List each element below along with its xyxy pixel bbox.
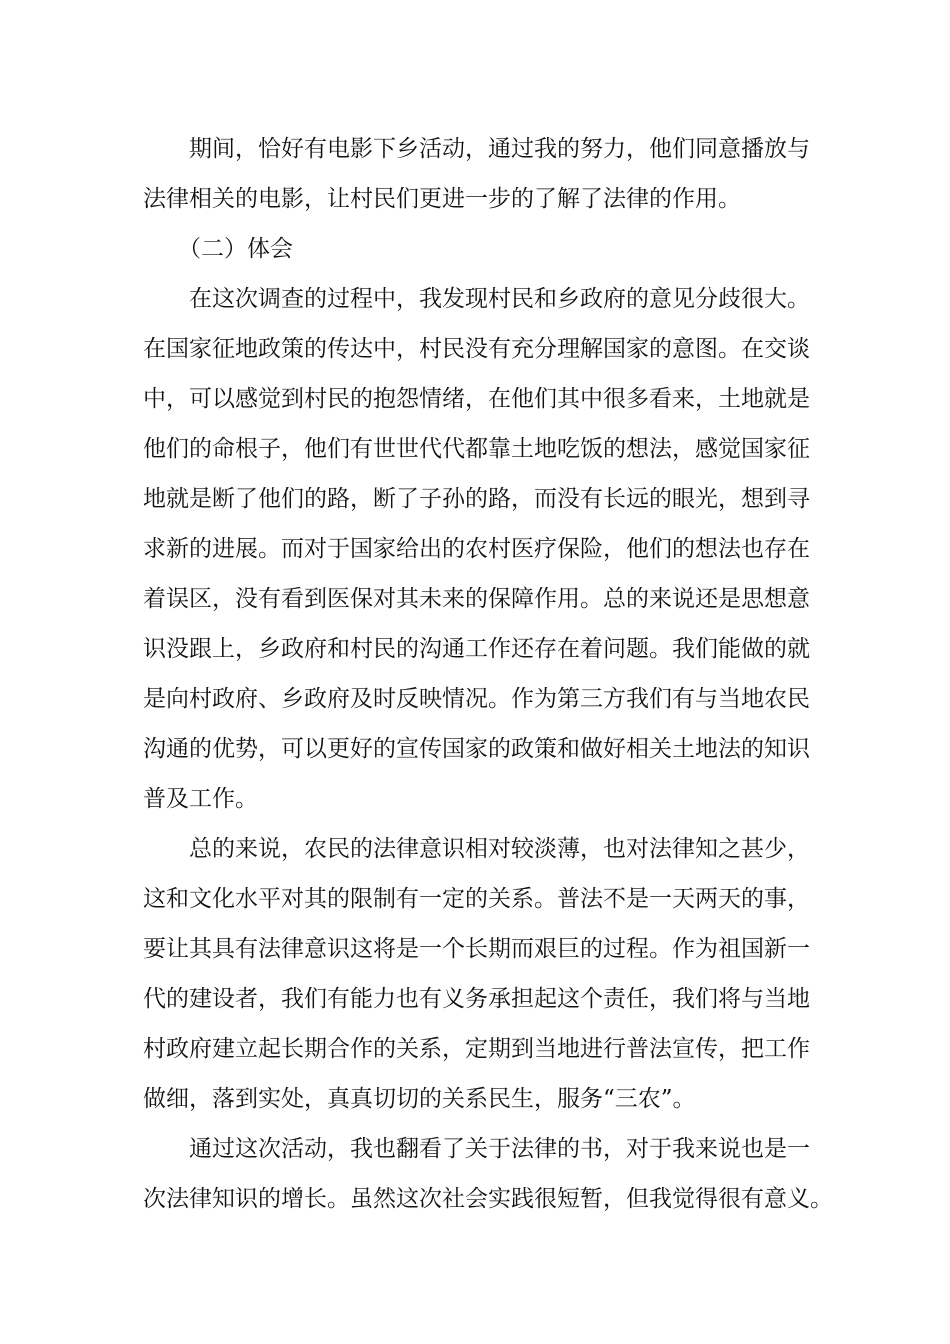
paragraph-line: 沟通的优势，可以更好的宣传国家的政策和做好相关土地法的知识 — [143, 736, 810, 762]
paragraph-line: 期间，恰好有电影下乡活动，通过我的努力，他们同意播放与 — [189, 136, 810, 162]
paragraph-line: 是向村政府、乡政府及时反映情况。作为第三方我们有与当地农民 — [143, 686, 810, 712]
paragraph-line: 总的来说，农民的法律意识相对较淡薄，也对法律知之甚少， — [189, 836, 810, 862]
paragraph-line: 这和文化水平对其的限制有一定的关系。普法不是一天两天的事， — [143, 886, 810, 912]
paragraph-line: 做细，落到实处，真真切切的关系民生，服务“三农”。 — [143, 1086, 696, 1112]
document-body — [143, 124, 833, 1224]
paragraph-line: 村政府建立起长期合作的关系，定期到当地进行普法宣传，把工作 — [143, 1036, 810, 1062]
paragraph-line: 识没跟上，乡政府和村民的沟通工作还存在着问题。我们能做的就 — [143, 636, 810, 662]
paragraph-line: 次法律知识的增长。虽然这次社会实践很短暂，但我觉得很有意义。 — [143, 1186, 833, 1212]
paragraph-line: 普及工作。 — [143, 786, 258, 812]
paragraph-line: 求新的进展。而对于国家给出的农村医疗保险，他们的想法也存在 — [143, 536, 810, 562]
paragraph-line: 法律相关的电影，让村民们更进一步的了解了法律的作用。 — [143, 186, 741, 212]
paragraph-line: 通过这次活动，我也翻看了关于法律的书，对于我来说也是一 — [189, 1136, 810, 1162]
paragraph-line: 着误区，没有看到医保对其未来的保障作用。总的来说还是思想意 — [143, 586, 810, 612]
paragraph-line: 地就是断了他们的路，断了子孙的路，而没有长远的眼光，想到寻 — [143, 486, 810, 512]
paragraph-line: 他们的命根子，他们有世世代代都靠土地吃饭的想法，感觉国家征 — [143, 436, 810, 462]
paragraph-line: 中，可以感觉到村民的抱怨情绪，在他们其中很多看来，土地就是 — [143, 386, 810, 412]
paragraph-line: 代的建设者，我们有能力也有义务承担起这个责任，我们将与当地 — [143, 986, 810, 1012]
paragraph-line: 在国家征地政策的传达中，村民没有充分理解国家的意图。在交谈 — [143, 336, 810, 362]
paragraph-line: 要让其具有法律意识这将是一个长期而艰巨的过程。作为祖国新一 — [143, 936, 810, 962]
section-heading: （二）体会 — [178, 236, 293, 262]
paragraph-line: 在这次调查的过程中，我发现村民和乡政府的意见分歧很大。 — [189, 286, 810, 312]
